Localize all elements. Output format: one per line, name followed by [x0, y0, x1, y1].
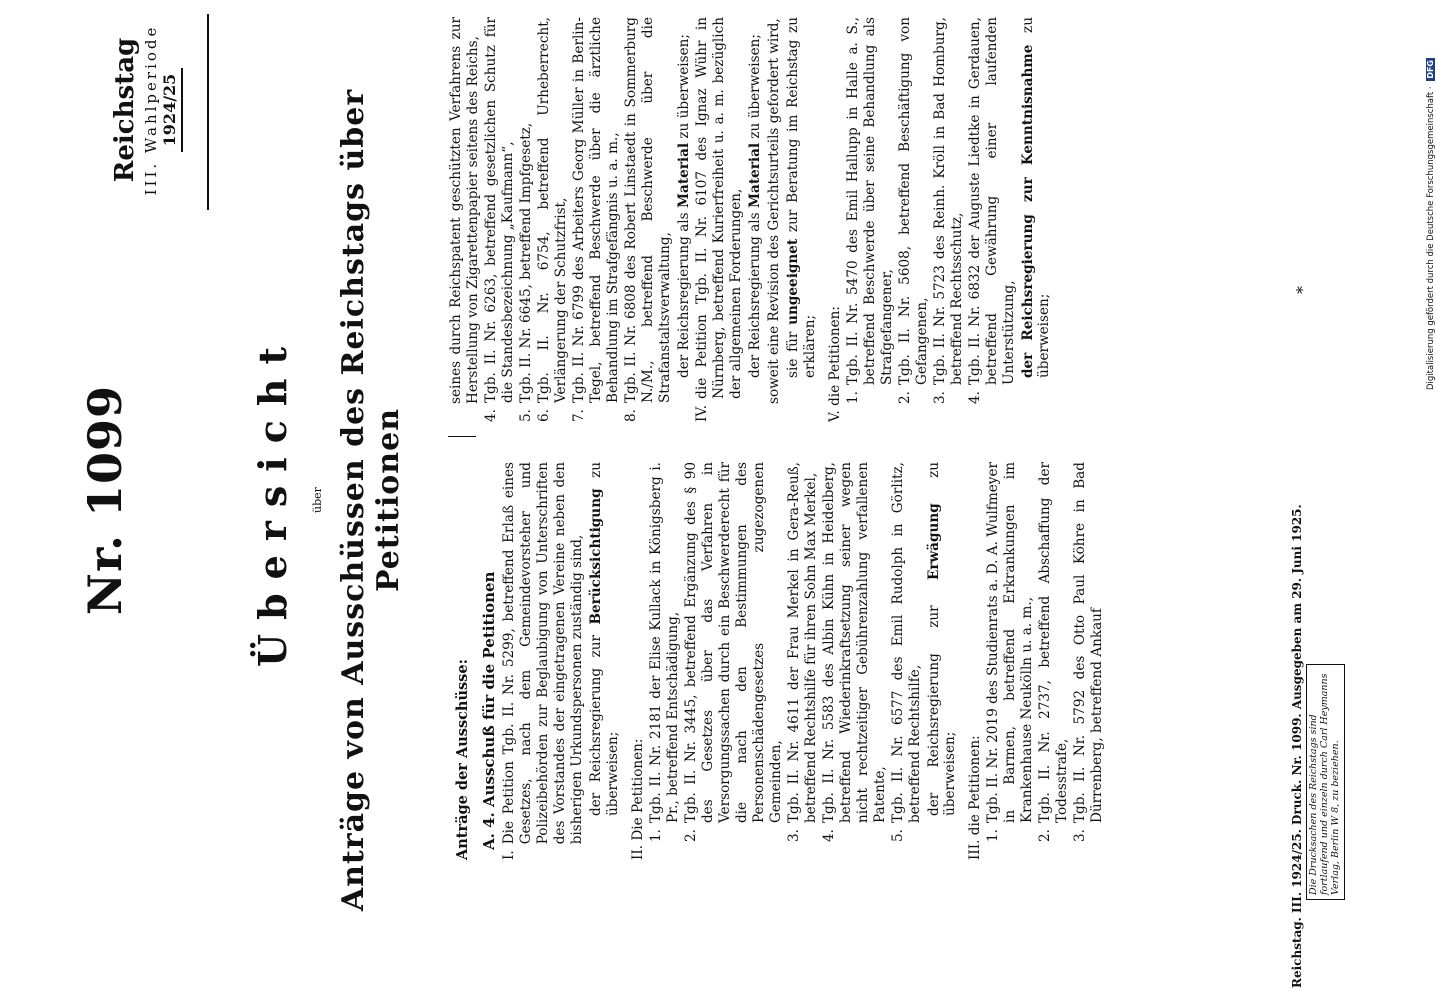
petition-text: Die Petition Tgb. II. Nr. 5299, betreffend Erlaß eines Gesetzes, nach dem Gemeindevorsteher und Polizeibehörden zur Beglaubigung von Unterschriften des Vorstandes der eingetragenen Vereine neben den bisherigen Urkundspersonen zuständig sind, — [500, 462, 585, 845]
section-heading: Anträge der Ausschüsse: — [454, 659, 471, 860]
petition-list-v — [845, 17, 1018, 422]
list-item: 3. Tgb. II. Nr. 5792 des Otto Paul Köhre in Bad Dürrenberg, betreffend Ankauf — [1072, 462, 1106, 842]
motion-action: sie für ungeeignet zur Beratung im Reichstag zu erklären; — [784, 17, 818, 378]
list-item: 8. Tgb. II. Nr. 6808 des Robert Linstaedt in Sommerburg N./M., betreffend Beschwerde über die Strafanstaltsverwaltung, — [622, 17, 673, 422]
roman-numeral: I. — [500, 850, 517, 860]
publisher-note: Die Drucksachen des Reichstags sind fortlaufend und einzeln durch Carl Heymanns Verlag, Berlin W 8, zu beziehen. — [1306, 664, 1345, 900]
list-item: 3. Tgb. II. Nr. 5723 des Reinh. Kröll in Bad Homburg, betreffend Rechtsschutz, — [931, 17, 965, 404]
list-item: 5. Tgb. II. Nr. 6645, betreffend Impfgesetz, — [517, 122, 534, 422]
list-item: 2. Tgb. II. Nr. 3445, betreffend Ergänzung des § 90 des Gesetzes über das Verfahren in Versorgungssachen durch ein Beschwerderecht für die nach den Bestimmungen des Personenschädengesetzes zugezogenen Gemeinden, — [682, 462, 784, 842]
committee-heading: A. 4. Ausschuß für die Petitionen — [480, 571, 499, 850]
list-item: 1. Tgb. II. Nr. 2181 der Elise Kullack in Königsberg i. Pr., betreffend Entschädigung, — [647, 462, 681, 842]
decision-keyword: Material — [746, 142, 763, 209]
motion-iii-label: III. die Petitionen: — [967, 735, 984, 860]
list-item: 3. Tgb. II. Nr. 4611 der Frau Merkel in Gera-Reuß, betreffend Rechtshilfe für ihren Sohn Max Merkel, — [785, 462, 819, 842]
session-year: 1924/25 — [160, 68, 183, 153]
reichstag-title: Reichstag — [110, 37, 140, 183]
decision-keyword: Material — [675, 142, 692, 209]
wahlperiode-label: III. Wahlperiode — [142, 24, 160, 196]
decision-keyword: Erwägung — [925, 503, 942, 581]
list-item: 4. Tgb. II. Nr. 6832 der Auguste Liedtke in Gerdauen, betreffend Gewährung einer laufenden Unterstützung, — [966, 17, 1017, 404]
list-item: 2. Tgb. II. Nr. 2737, betreffend Abschaffung der Todesstrafe, — [1037, 462, 1071, 842]
page-subtitle: Anträge von Ausschüssen des Reichstags über Petitionen — [336, 88, 406, 912]
left-column — [448, 462, 1106, 860]
list-item: 4. Tgb. II. Nr. 5583 des Albin Kühn in Heidelberg, betreffend Wiederinkraftsetzung seiner wegen nicht rechtzeitiger Gebührenzahlung verfallenen Patente, — [820, 462, 888, 842]
asterisk-mark: * — [1293, 286, 1312, 294]
list-item: 1. Tgb. II. Nr. 5470 des Emil Hallupp in Halle a. S., betreffend Beschwerde über seine Behandlung als Strafgefangener, — [844, 17, 895, 404]
motion-action: der Reichsregierung zur Berücksichtigung zu überweisen; — [587, 461, 621, 816]
continued-text: seines durch Reichspatent geschützten Verfahrens zur Herstellung von Zigarettenpapier seitens des Reichs, — [448, 17, 481, 404]
header-rule — [207, 14, 209, 210]
condition-text: soweit eine Revision des Gerichtsurteils gefordert wird, — [765, 18, 782, 404]
motion-action: der Reichsregierung zur Erwägung zu überweisen; — [925, 461, 959, 816]
dfg-logo: DFG — [1426, 60, 1435, 79]
list-item: 2. Tgb. II. Nr. 5608, betreffend Beschäftigung von Gefangenen, — [896, 17, 930, 404]
petition-list-ii — [648, 462, 924, 860]
decision-keyword: ungeeignet — [784, 238, 801, 325]
list-item: 6. Tgb. II. Nr. 6754, betreffend Urheberrecht, Verlängerung der Schutzfrist, — [535, 17, 569, 422]
decision-keyword: Berücksichtigung — [587, 488, 604, 625]
motion-iv — [694, 17, 745, 422]
digitisation-note — [1426, 58, 1436, 390]
column-divider — [448, 436, 476, 437]
right-column — [448, 17, 1053, 422]
motion-ii-label: II. Die Petitionen: — [629, 738, 646, 860]
list-item: 5. Tgb. II. Nr. 6577 des Emil Rudolph in Görlitz, betreffend Rechtshilfe, — [889, 462, 923, 842]
imprint-line: Reichstag. III. 1924/25. Druck. Nr. 1099. Ausgegeben am 29. Juni 1925. — [1290, 504, 1304, 988]
list-item: 4. Tgb. II. Nr. 6263, betreffend gesetzlichen Schutz für die Standesbezeichnung „Kaufmann“, — [482, 17, 516, 422]
petition-list-iii-continued — [483, 17, 674, 422]
decision-keyword: der Reichsregierung zur Kenntnisnahme — [1019, 44, 1036, 378]
reichstag-block — [110, 10, 183, 210]
motion-i — [501, 462, 586, 860]
funding-note-text: Digitalisierung gefördert durch die Deutsche Forschungsgemeinschaft · — [1426, 86, 1436, 390]
page-title: Übersicht — [250, 332, 295, 668]
title-connector: über — [311, 487, 324, 513]
motion-action: der Reichsregierung als Material zu überweisen; — [675, 33, 692, 378]
motion-v-label: V. die Petitionen: — [826, 305, 843, 422]
motion-action: der Reichsregierung zur Kenntnisnahme zu überweisen; — [1019, 17, 1053, 378]
petition-text: die Petition Tgb. II. Nr. 6107 des Ignaz Wühr in Nürnberg, betreffend Kurierfreiheit u. a. m. bezüglich der allgemeinen Forderungen, — [693, 17, 744, 399]
roman-numeral: IV. — [693, 404, 710, 422]
document-number: Nr. 1099 — [78, 384, 132, 616]
motion-action: der Reichsregierung als Material zu überweisen; — [746, 33, 763, 378]
list-item: 1. Tgb. II. Nr. 2019 des Studienrats a. D. A. Wulfmeyer in Barmen, betreffend Erkrankungen im Krankenhause Neukölln u. a. m., — [985, 462, 1036, 842]
list-item: 7. Tgb. II. Nr. 6799 des Arbeiters Georg Müller in Berlin-Tegel, betreffend Beschwerde über die ärztliche Behandlung im Strafgefängnis u. a. m., — [570, 17, 621, 422]
petition-list-iii — [985, 462, 1106, 860]
